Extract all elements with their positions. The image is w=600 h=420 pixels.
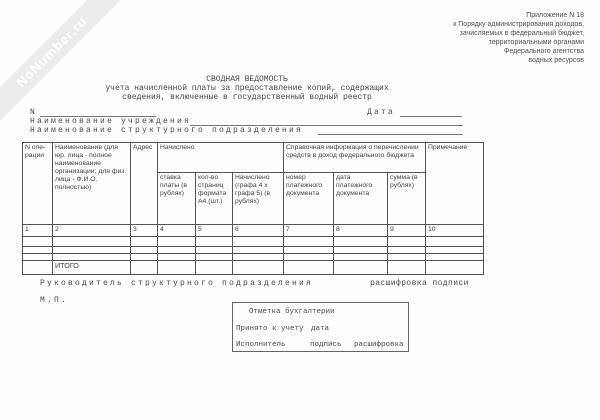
table-cell-empty (23, 247, 53, 254)
table-cell-empty (426, 247, 484, 254)
table-cell-empty (196, 247, 233, 254)
table-cell-empty (426, 237, 484, 247)
appendix-note-line: к Порядку администрирования доходов, (453, 21, 584, 28)
table-row-empty (23, 237, 484, 247)
form-institution-label: Наименование учреждения (30, 117, 192, 126)
table-cell-empty (233, 254, 284, 261)
table-row-empty (23, 254, 484, 261)
stamp-label: М.П. (40, 296, 69, 305)
column-number-cell: 3 (131, 225, 158, 237)
column-number-cell: 9 (388, 225, 426, 237)
table-cell-empty (23, 261, 53, 275)
total-label-cell: ИТОГО (53, 261, 131, 275)
header-note: Примечание (426, 143, 484, 225)
form-date-label: Дата (367, 108, 396, 117)
header-payment-doc-date: дата платежного документа (334, 173, 388, 225)
form-institution-line (190, 117, 463, 126)
table-cell-empty (196, 261, 233, 275)
table-cell-empty (334, 261, 388, 275)
accepted-label: Принято к учету (236, 325, 304, 333)
table-cell-empty (233, 261, 284, 275)
column-numbers-row (23, 225, 484, 237)
form-number-line (40, 108, 156, 117)
table-cell-empty (131, 247, 158, 254)
table-row-empty (23, 247, 484, 254)
table-cell-empty (53, 237, 131, 247)
table-cell-empty (53, 254, 131, 261)
column-number-cell: 6 (233, 225, 284, 237)
appendix-note-line: территориальными органами (488, 39, 584, 46)
title-line-1: СВОДНАЯ ВЕДОМОСТЬ (206, 75, 288, 84)
table-cell-empty (426, 261, 484, 275)
table-header-row-groups (23, 143, 484, 173)
table-cell-empty (334, 247, 388, 254)
document-title (22, 75, 472, 102)
column-number-cell: 7 (284, 225, 334, 237)
column-number-cell: 2 (53, 225, 131, 237)
header-pages-count: кол-во страниц формата А4 (шт.) (196, 173, 233, 225)
table-cell-empty (23, 254, 53, 261)
table-cell-empty (158, 261, 196, 275)
table-cell-empty (131, 261, 158, 275)
table-cell-empty (388, 261, 426, 275)
table-cell-empty (388, 247, 426, 254)
accepted-date-label: дата (311, 325, 330, 333)
table-cell-empty (334, 254, 388, 261)
table-cell-empty (233, 237, 284, 247)
header-payment-doc-number: номер платежного документа (284, 173, 334, 225)
header-info-group: Справочная информация о перечислении средств в доход федерального бюджета (284, 143, 426, 173)
executor-label: Исполнитель (236, 341, 286, 349)
header-accrued-calc: Начислено (графа 4 х графа 5) (в рублях) (233, 173, 284, 225)
title-line-3: сведения, включенные в государственный водный реестр (122, 93, 372, 102)
table-cell-empty (196, 254, 233, 261)
signature-head-label: Руководитель структурного подразделения (40, 279, 314, 288)
column-number-cell: 1 (23, 225, 53, 237)
table-cell-empty (53, 247, 131, 254)
form-department-label: Наименование структурного подразделения (30, 126, 304, 135)
appendix-note-line: водных ресурсов (528, 57, 584, 64)
table-cell-empty (388, 237, 426, 247)
form-number-label: N (30, 108, 38, 117)
header-amount: сумма (в рублях) (388, 173, 426, 225)
table-cell-empty (284, 237, 334, 247)
appendix-note-line: Федерального агентства (504, 48, 584, 55)
appendix-note-line: зачисляемых в федеральный бюджет, (459, 30, 584, 37)
table-cell-empty (388, 254, 426, 261)
title-line-2: учета начисленной платы за предоставление копий, содержащих (105, 84, 389, 93)
header-accrued-group: Начислено (158, 143, 284, 173)
table-cell-empty (284, 247, 334, 254)
header-rate: ставка платы (в рублях) (158, 173, 196, 225)
table-cell-empty (131, 254, 158, 261)
column-number-cell: 4 (158, 225, 196, 237)
form-department-line (318, 126, 463, 135)
summary-table (22, 142, 484, 275)
table-cell-empty (158, 237, 196, 247)
table-cell-empty (426, 254, 484, 261)
column-number-cell: 5 (196, 225, 233, 237)
table-cell-empty (196, 237, 233, 247)
table-cell-empty (158, 247, 196, 254)
executor-sign-label: подпись (310, 341, 342, 349)
header-name: Наименование (для юр. лица - полное наименование организации; для физ. лица - Ф.И.О. полностью) (53, 143, 131, 225)
column-number-cell: 10 (426, 225, 484, 237)
table-cell-empty (334, 237, 388, 247)
signature-decryption-label: расшифровка подписи (370, 279, 469, 288)
table-cell-empty (284, 254, 334, 261)
column-number-cell: 8 (334, 225, 388, 237)
accounting-box-title: Отметка бухгалтерии (249, 308, 335, 316)
watermark: NoNumber.ru (0, 0, 124, 124)
table-cell-empty (284, 261, 334, 275)
table-cell-empty (158, 254, 196, 261)
header-op-number: N опе-рации (23, 143, 53, 225)
header-address: Адрес (131, 143, 158, 225)
total-row (23, 261, 484, 275)
table-cell-empty (131, 237, 158, 247)
executor-decryption-label: расшифровка (354, 341, 404, 349)
appendix-note (453, 11, 584, 65)
table-cell-empty (233, 247, 284, 254)
table-cell-empty (23, 237, 53, 247)
form-date-line (400, 108, 462, 117)
accounting-box (232, 302, 409, 352)
appendix-note-line: Приложение N 18 (526, 12, 584, 19)
